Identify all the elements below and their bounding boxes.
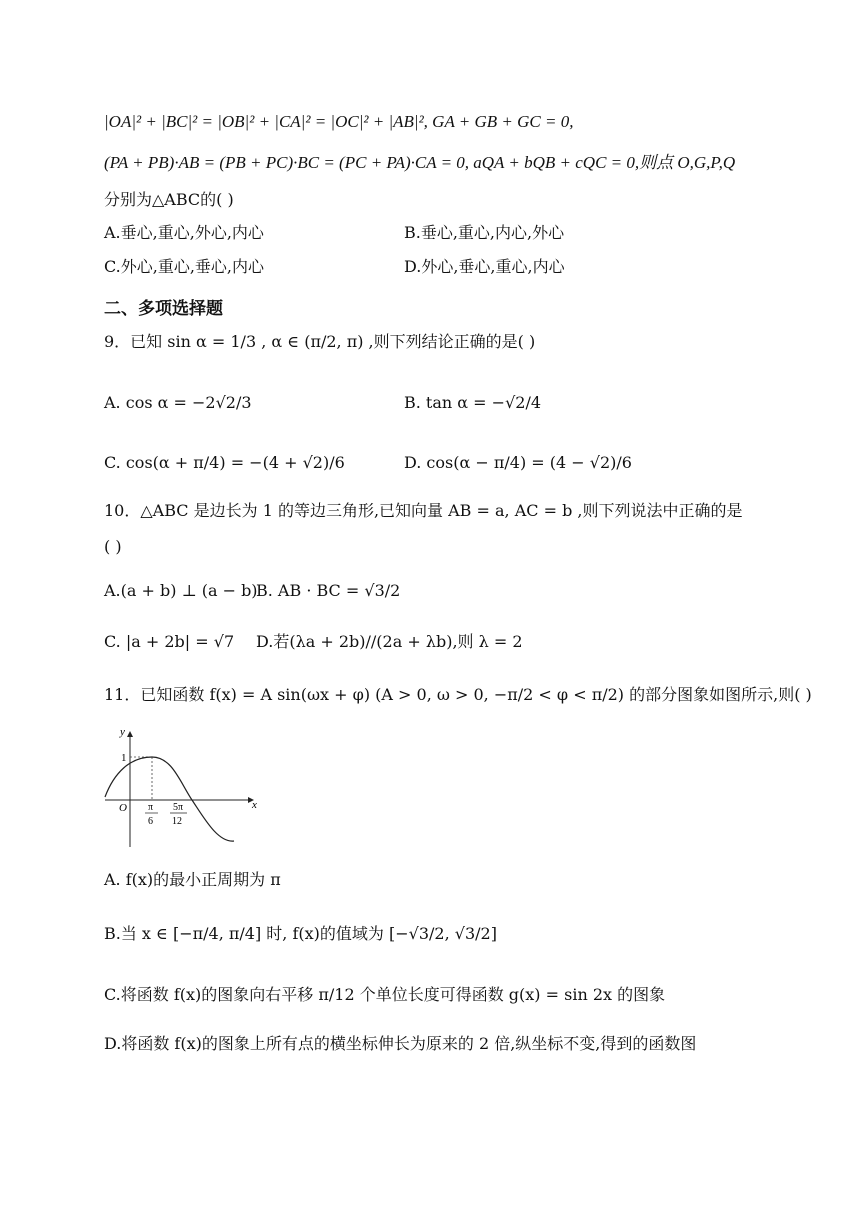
sine-graph	[100, 727, 260, 852]
tick1-num: π	[148, 802, 154, 813]
x-label: x	[252, 799, 257, 811]
q10-stem: 10．△ABC 是边长为 1 的等边三角形,已知向量 AB = a, AC = b ,则下列说法中正确的是	[104, 501, 743, 520]
tick2-num: 5π	[173, 802, 184, 813]
y-one-label: 1	[121, 752, 127, 764]
q8-option-a: A.垂心,重心,外心,内心	[104, 223, 264, 242]
q9-option-a: A. cos α = −2√2/3	[104, 393, 252, 412]
q9-option-d: D. cos(α − π/4) = (4 − √2)/6	[404, 453, 632, 472]
q9-option-b: B. tan α = −√2/4	[404, 393, 542, 412]
q11-option-d: D.将函数 f(x)的图象上所有点的横坐标伸长为原来的 2 倍,纵坐标不变,得到的函数图	[104, 1034, 697, 1053]
q9-stem: 9．已知 sin α = 1/3 , α ∈ (π/2, π) ,则下列结论正确的是( )	[104, 332, 536, 351]
q11-option-b: B.当 x ∈ [−π/4, π/4] 时, f(x)的值域为 [−√3/2, √3/2]	[104, 924, 497, 943]
sine-curve	[105, 757, 234, 841]
q8-line3: 分别为△ABC的( )	[104, 190, 234, 209]
y-label: y	[120, 727, 125, 738]
origin-label: O	[119, 802, 127, 814]
q8-line2: (PA + PB)·AB = (PB + PC)·BC = (PC + PA)·CA = 0, aQA + bQB + cQC = 0,则点 O,G,P,Q	[104, 153, 736, 172]
q10-option-d: D.若(λa + 2b)//(2a + λb),则 λ = 2	[256, 632, 523, 651]
q8-option-b: B.垂心,重心,内心,外心	[404, 223, 565, 242]
section-title: 二、多项选择题	[104, 299, 223, 319]
q9-option-c: C. cos(α + π/4) = −(4 + √2)/6	[104, 453, 345, 472]
q10-option-c: C. |a + 2b| = √7	[104, 632, 235, 651]
q11-option-c: C.将函数 f(x)的图象向右平移 π/12 个单位长度可得函数 g(x) = sin 2x 的图象	[104, 985, 666, 1004]
q11-option-a: A. f(x)的最小正周期为 π	[104, 870, 281, 889]
tick2-den: 12	[172, 816, 182, 827]
y-axis-arrow	[127, 731, 133, 737]
tick1-den: 6	[148, 816, 153, 827]
q11-stem: 11．已知函数 f(x) = A sin(ωx + φ) (A > 0, ω > 0, −π/2 < φ < π/2) 的部分图象如图所示,则( )	[104, 685, 812, 704]
q10-option-a: A.(a + b) ⊥ (a − b)	[104, 581, 258, 600]
q8-line1: |OA|² + |BC|² = |OB|² + |CA|² = |OC|² + |AB|², GA + GB + GC = 0,	[104, 112, 574, 131]
q10-stem-paren: ( )	[104, 537, 122, 556]
q8-option-d: D.外心,垂心,重心,内心	[404, 257, 565, 276]
q8-option-c: C.外心,重心,垂心,内心	[104, 257, 265, 276]
q10-option-b: B. AB · BC = √3/2	[256, 581, 401, 600]
